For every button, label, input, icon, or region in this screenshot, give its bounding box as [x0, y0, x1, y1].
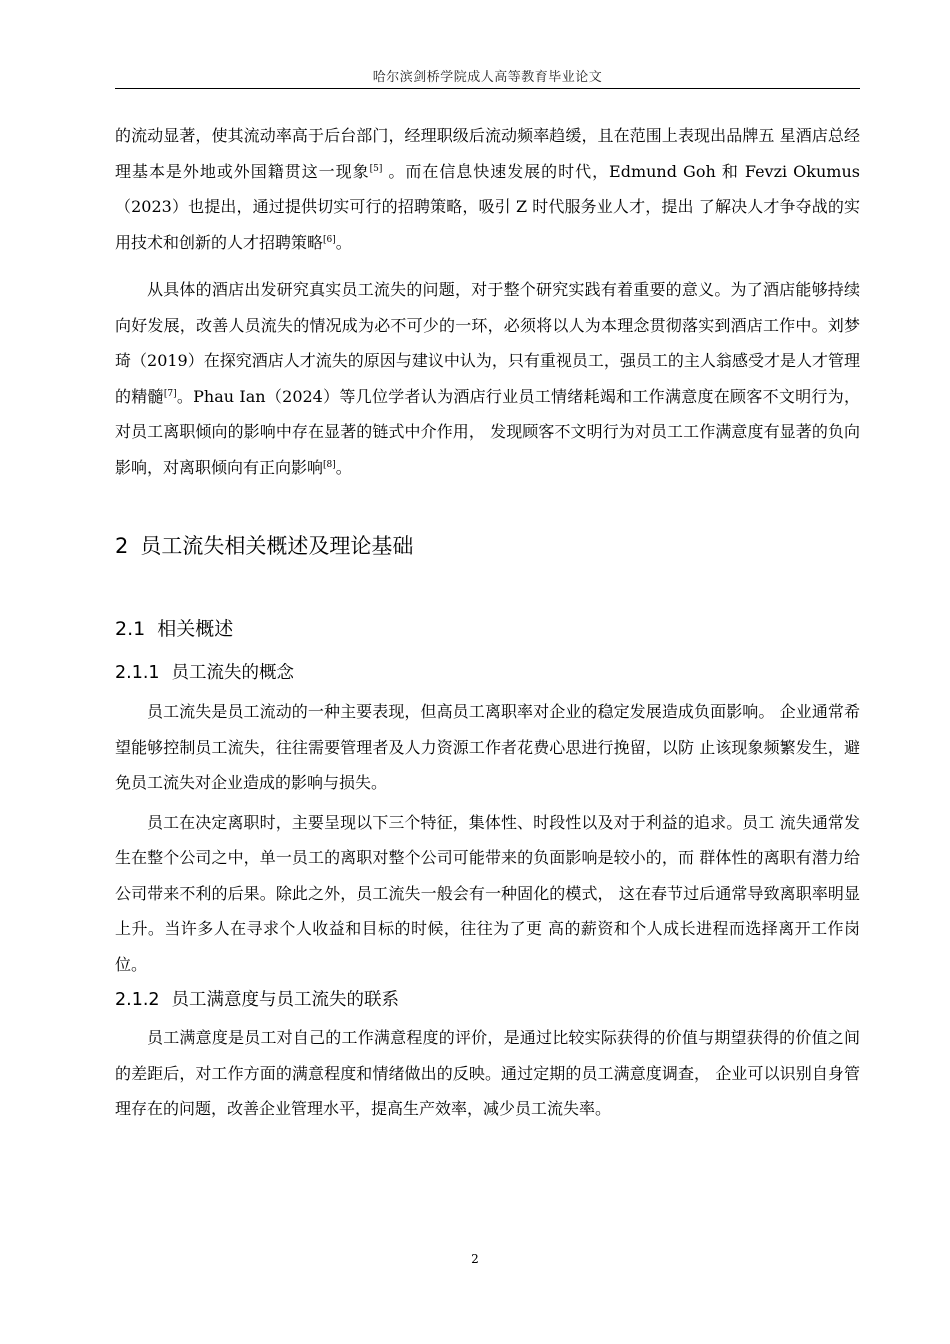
- heading-title: 相关概述: [157, 618, 234, 640]
- citation-ref: [6]: [323, 234, 336, 245]
- chapter-heading: [115, 532, 860, 560]
- running-header: 哈尔滨剑桥学院成人高等教育毕业论文: [372, 70, 603, 85]
- paragraph: 员工满意度是员工对自己的工作满意程度的评价，是通过比较实际获得的价值与期望获得的价值之间的差距后，对工作方面的满意程度和情绪做出的反映。通过定期的员工满意度调查， 企业可以识别自身管理存在的问题，改善企业管理水平，提高生产效率，减少员工流失率。: [115, 1028, 860, 1118]
- heading-title: 员工满意度与员工流失的联系: [171, 990, 400, 1010]
- heading-title: 员工流失的概念: [171, 663, 295, 683]
- subsection-heading: [115, 661, 860, 685]
- paragraph-continued: [115, 118, 860, 260]
- citation-ref: [5]: [369, 163, 383, 174]
- paragraph: 员工在决定离职时，主要呈现以下三个特征，集体性、时段性以及对于利益的追求。员工 流失通常发生在整个公司之中，单一员工的离职对整个公司可能带来的负面影响是较小的，而 群体性的离职有潜力给公司带来不利的后果。除此之外，员工流失一般会有一种固化的模式， 这在春节过后通常导致离职率明显上升。当许多人在寻求个人收益和目标的时候，往往为了更 高的薪资和个人成长进程而选择离开工作岗位。: [115, 812, 860, 974]
- paragraph-text: 。Phau Ian（2024）等几位学者认为酒店行业员工情绪耗竭和工作满意度在顾客不文明行为，对员工离职倾向的影响中存在显著的链式中介作用， 发现顾客不文明行为对员工工作满意度有显著的负向影响，对离职倾向有正向影响: [115, 386, 860, 477]
- page-number: 2: [471, 1252, 479, 1266]
- heading-number: 2.1.1: [115, 663, 160, 683]
- heading-number: 2.1: [115, 618, 146, 640]
- paragraph-text: 的流动显著，使其流动率高于后台部门，经理职级后流动频率趋缓，且在范围上表现出品牌五 星酒店总经理基本是外地或外国籍贯这一现象: [115, 126, 860, 181]
- paragraph: 员工流失是员工流动的一种主要表现，但高员工离职率对企业的稳定发展造成负面影响。 企业通常希望能够控制员工流失，往往需要管理者及人力资源工作者花费心思进行挽留，以防 止该现象频繁发生，避免员工流失对企业造成的影响与损失。: [115, 702, 860, 792]
- paragraph-text: 。: [335, 457, 352, 477]
- paragraph-text: 从具体的酒店出发研究真实员工流失的问题，对于整个研究实践有着重要的意义。为了酒店能够持续向好发展，改善人员流失的情况成为必不可少的一环，必须将以人为本理念贯彻落实到酒店工作中。刘梦琦（2019）在探究酒店人才流失的原因与建议中认为，只有重视员工，强员工的主人翁感受才是人才管理的精髓: [115, 280, 860, 406]
- citation-ref: [8]: [323, 459, 336, 470]
- page-content: [115, 118, 860, 1127]
- citation-ref: [7]: [163, 388, 177, 399]
- header-rule: [115, 88, 860, 89]
- heading-number: 2.1.2: [115, 990, 160, 1010]
- paragraph-text: 。而在信息快速发展的时代，Edmund Goh 和 Fevzi Okumus（2023）也提出，通过提供切实可行的招聘策略，吸引 Z 时代服务业人才，提出 了解决人才争夺战的实用技术和创新的人才招聘策略: [115, 161, 860, 252]
- heading-number: 2: [115, 534, 129, 558]
- section-heading: [115, 616, 860, 642]
- paragraph: [115, 272, 860, 485]
- paragraph-text: 。: [335, 232, 352, 252]
- heading-title: 员工流失相关概述及理论基础: [140, 534, 414, 558]
- subsection-heading: [115, 988, 860, 1012]
